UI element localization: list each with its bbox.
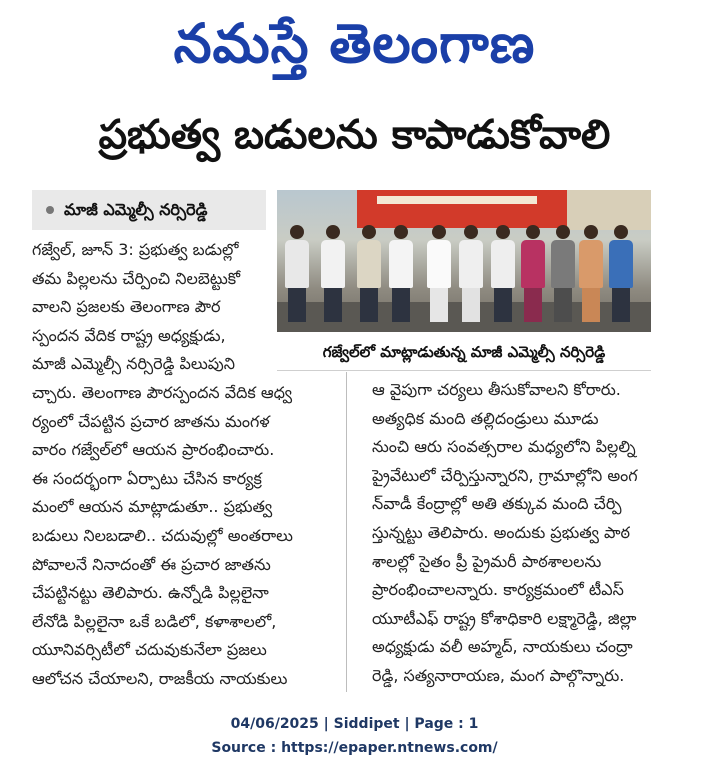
photo-person [521,225,545,322]
body-line: చ్చారు. తెలంగాణ పౌరస్పందన వేదిక ఆధ్వ [32,382,293,402]
photo-person [357,225,381,322]
body-line: యూటీఎఫ్ రాష్ట్ర కోశాధికారి లక్ష్మారెడ్డి, జిల్లా [372,608,637,628]
bullet-icon [46,206,54,214]
newspaper-masthead: నమస్తే తెలంగాణ [173,12,536,75]
body-line: మాజీ ఎమ్మెల్సీ నర్సిరెడ్డి పిలుపుని [32,354,235,374]
photo-caption: గజ్వేల్‌లో మాట్లాడుతున్న మాజీ ఎమ్మెల్సీ నర్సిరెడ్డి [277,334,651,371]
column-divider [346,372,347,692]
body-line: ప్రారంభించాలన్నారు. కార్యక్రమంలో టీఎస్ [372,580,624,600]
body-line: ర్యంలో చేపట్టిన ప్రచార జాతను మంగళ [32,411,270,431]
article-body-right-column [372,376,650,691]
body-line: వారం గజ్వేల్‌లో ఆయన ప్రారంభించారు. [32,440,275,460]
body-line: తమ పిల్లలను చేర్పించి నిలబెట్టుకో [32,268,241,288]
photo-person [609,225,633,322]
body-line: చేపట్టినట్టు తెలిపారు. ఉన్నోడి పిల్లలైనా [32,583,269,603]
article-byline [32,190,266,230]
body-line: న్‌వాడీ కేంద్రాల్లో అతి తక్కువ మంది చేర్పి [372,494,622,514]
footer-meta: 04/06/2025 | Siddipet | Page : 1 [230,716,479,732]
body-line: అత్యధిక మంది తల్లిదండ్రులు మూడు [372,408,599,428]
body-line: నుంచి ఆరు సంవత్సరాల మధ్యలోని పిల్లల్ని [372,437,636,457]
body-line: ఆలోచన చేయాలని, రాజకీయ నాయకులు [32,668,288,688]
photo-person [389,225,413,322]
photo-person [551,225,575,322]
body-line: స్తున్నట్టు తెలిపారు. అందుకు ప్రభుత్వ పాఠ [372,522,630,542]
body-line: మంలో ఆయన మాట్లాడుతూ.. ప్రభుత్వ [32,497,273,517]
body-line: స్పందన వేదిక రాష్ట్ర అధ్యక్షుడు, [32,325,226,345]
body-line: యూనివర్సిటీలో చదువుకునేలా ప్రజలు [32,640,267,660]
photo-person [579,225,603,322]
photo-shopfront [567,190,651,230]
body-line: పోవాలనే నినాదంతో ఈ ప్రచార జాతను [32,554,271,574]
body-line: బడులు నిలబడాలి.. చదువుల్లో అంతరాలు [32,525,293,545]
body-line: శాలల్లో సైతం ప్రీ ప్రైమరీ పాఠశాలలను [372,551,602,571]
byline-text: మాజీ ఎమ్మెల్సీ నర్సిరెడ్డి [64,200,208,219]
epaper-footer [0,712,709,760]
photo-person [459,225,483,322]
photo-person [491,225,515,322]
article-photo [277,190,651,332]
body-line: గజ్వేల్, జూన్ 3: ప్రభుత్వ బడుల్లో [32,240,239,259]
article-headline: ప్రభుత్వ బడులను కాపాడుకోవాలి [98,112,611,158]
photo-person [427,225,451,322]
article-body-left-column [32,236,326,694]
body-line: అధ్యక్షుడు వలీ అహ్మద్, నాయకులు చంద్రా [372,637,633,657]
footer-source-link[interactable]: Source : https://epaper.ntnews.com/ [211,740,498,756]
body-line: ఈ సందర్భంగా ఏర్పాటు చేసిన కార్యక్ర [32,468,262,488]
body-line: ప్రైవేటులో చేర్పిస్తున్నారని, గ్రామాల్లోని అంగ [372,465,638,485]
photo-banner-strip [377,196,537,204]
body-line: లేనోడి పిల్లలైనా ఒకే బడిలో, కళాశాలలో, [32,611,277,631]
body-line: ఆ వైపుగా చర్యలు తీసుకోవాలని కోరారు. [372,380,621,399]
body-line: వాలని ప్రజలకు తెలంగాణ పౌర [32,297,221,317]
body-line: రెడ్డి, సత్యనారాయణ, మంగ పాల్గొన్నారు. [372,665,625,685]
